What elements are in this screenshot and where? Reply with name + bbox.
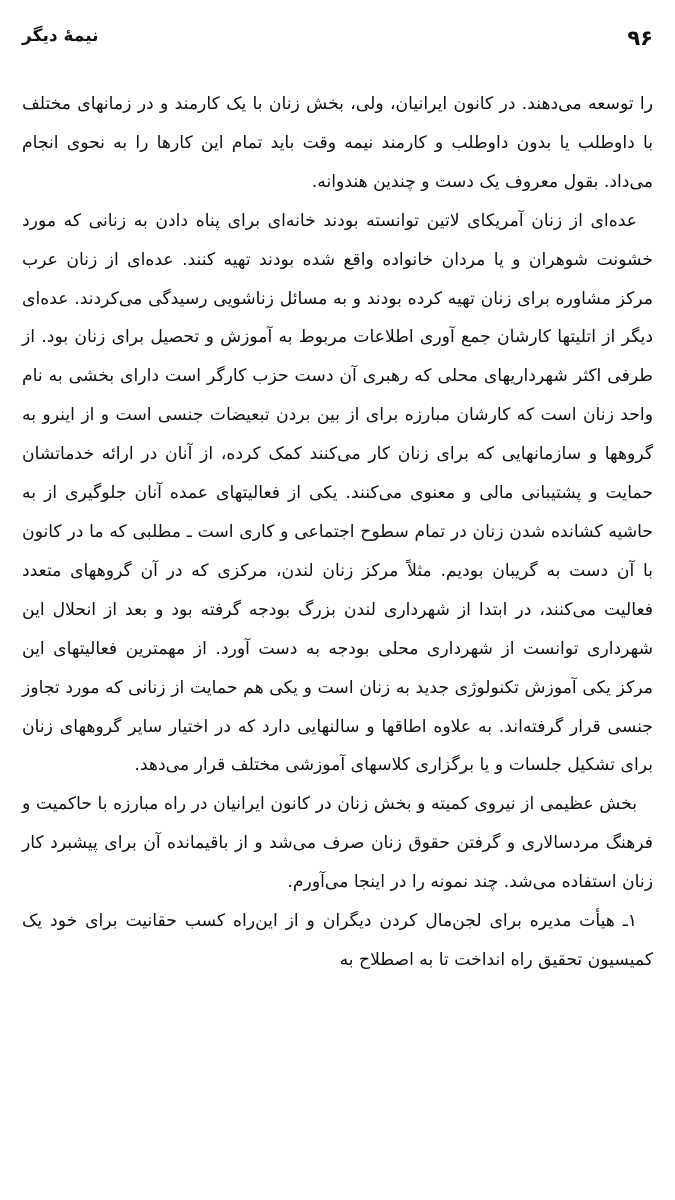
paragraph-committee-struggle: بخش عظیمی از نیروی کمیته و بخش زنان در کانون ایرانیان در راه مبارزه با حاکمیت و فرهنگ مردسالاری و گرفتن حقوق زنان صرف می‌شد و از باقیمانده آن برای پیشبرد کار زنان استفاده می‌شد. چند نمونه را در اینجا می‌آورم. — [22, 794, 653, 893]
body-text — [22, 85, 653, 980]
paragraph-latin-american-women: عده‌ای از زنان آمریکای لاتین توانسته بودند خانه‌ای برای پناه دادن به زنانی که مورد خشونت شوهران و یا مردان خانواده واقع شده بودند تهیه کنند. عده‌ای از زنان عرب مرکز مشاوره برای زنان تهیه کرده بودند و به مسائل زناشویی رسیدگی می‌کردند. عده‌ای دیگر از اتلیتها کارشان جمع آوری اطلاعات مربوط به آموزش و تحصیل برای زنان بود. از طرفی اکثر شهرداریهای محلی که رهبری آن دست حزب کارگر است دارای بخشی به نام واحد زنان است که کارشان مبارزه برای از بین بردن تبعیضات جنسی است و از اینرو به گروهها و سازمانهایی که برای زنان کار می‌کنند کمک کرده، از آنان در ارائه خدماتشان حمایت و پشتیبانی مالی و معنوی می‌کنند. یکی از فعالیتهای عمده آنان جلوگیری از به حاشیه کشانده شدن زنان در تمام سطوح اجتماعی و کاری است ـ مطلبی که ما در کانون با آن دست به گریبان بودیم. مثلاً مرکز زنان لندن، مرکزی که در آن گروههای متعدد فعالیت می‌کنند، در ابتدا از شهرداری لندن بزرگ بودجه گرفته بود و بعد از انحلال این شهرداری توانست از شهرداری محلی بودجه به دست آورد. از مهمترین فعالیتهای این مرکز یکی آموزش تکنولوژی جدید به زنان است و یکی هم حمایت از زنانی که مورد تجاوز جنسی قرار گرفته‌اند. به علاوه اطاقها و سالنهایی دارد که در اختیار سایر گروههای زنان برای تشکیل جلسات و یا برگزاری کلاسهای آموزشی مختلف قرار می‌دهد. — [22, 210, 653, 776]
running-title: نیمهٔ دیگر — [22, 26, 99, 46]
page-header — [22, 26, 653, 56]
paragraph-continuation: را توسعه می‌دهند. در کانون ایرانیان، ولی، بخش زنان با یک کارمند و در زمانهای مختلف با داوطلب یا بدون داوطلب و کارمند نیمه وقت باید تمام این کارها را به نحوی انجام می‌داد. بقول معروف یک دست و چندین هندوانه. — [22, 94, 653, 192]
page-number: ۹۶ — [627, 26, 653, 50]
paragraph-example-one: ۱ـ هیأت مدیره برای لجن‌مال کردن دیگران و از این‌راه کسب حقانیت برای خود یک کمیسیون تحقیق راه انداخت تا به اصطلاح به — [22, 911, 653, 970]
